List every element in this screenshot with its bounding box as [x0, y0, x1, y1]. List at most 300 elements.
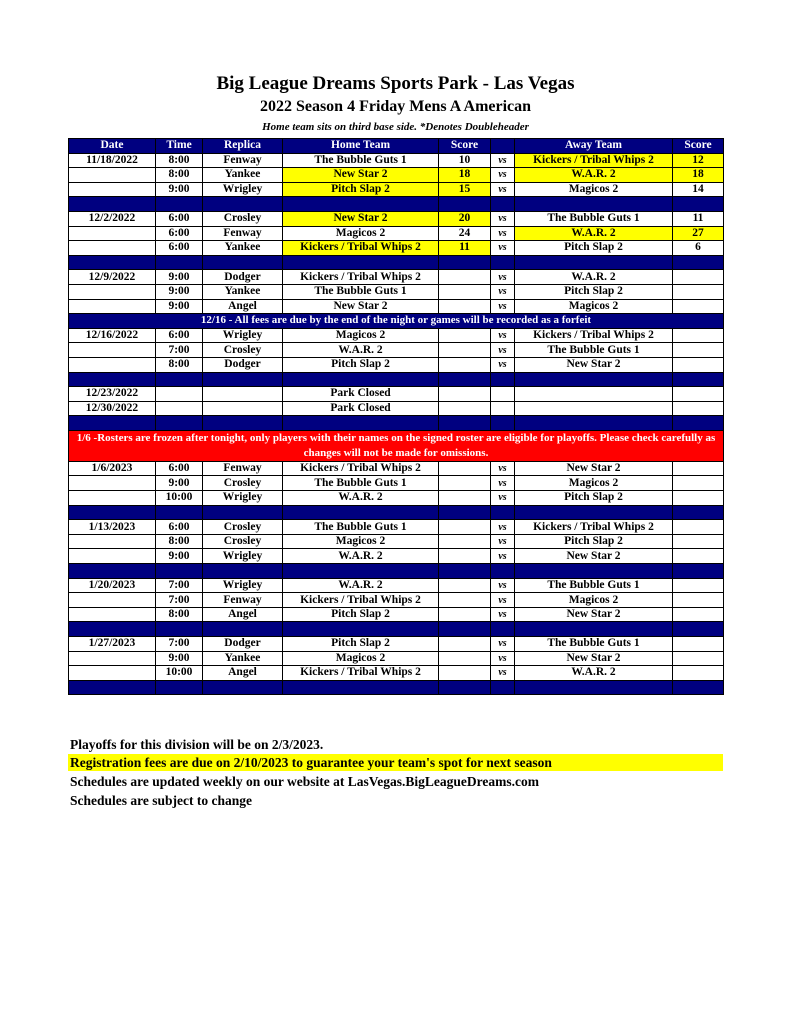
away-score: [673, 637, 724, 652]
game-date: [69, 651, 156, 666]
announcement-row: [69, 314, 724, 329]
separator-cell: [69, 505, 156, 520]
game-date: [69, 357, 156, 372]
home-score: [439, 461, 491, 476]
game-date: 1/13/2023: [69, 520, 156, 535]
away-score: [673, 491, 724, 506]
vs-label: [491, 401, 515, 416]
game-date: [69, 534, 156, 549]
park-closed-label: Park Closed: [283, 387, 439, 402]
separator-cell: [439, 416, 491, 431]
home-team: Kickers / Tribal Whips 2: [283, 270, 439, 285]
game-date: 12/2/2022: [69, 211, 156, 226]
game-time: [156, 387, 203, 402]
game-field: Fenway: [203, 226, 283, 241]
game-field: Angel: [203, 666, 283, 681]
home-team: Pitch Slap 2: [283, 357, 439, 372]
game-time: 9:00: [156, 270, 203, 285]
separator-cell: [515, 372, 673, 387]
game-time: 7:00: [156, 637, 203, 652]
home-team: The Bubble Guts 1: [283, 520, 439, 535]
away-team: Pitch Slap 2: [515, 284, 673, 299]
separator-cell: [491, 197, 515, 212]
away-score: 6: [673, 241, 724, 256]
game-field: Fenway: [203, 461, 283, 476]
game-time: 9:00: [156, 476, 203, 491]
separator-cell: [491, 564, 515, 579]
away-team: The Bubble Guts 1: [515, 637, 673, 652]
game-time: 8:00: [156, 534, 203, 549]
game-time: 10:00: [156, 666, 203, 681]
separator-cell: [673, 197, 724, 212]
away-team: Kickers / Tribal Whips 2: [515, 520, 673, 535]
game-date: [69, 284, 156, 299]
separator-cell: [203, 680, 283, 695]
game-field: [203, 401, 283, 416]
separator-cell: [439, 680, 491, 695]
game-field: Angel: [203, 607, 283, 622]
separator-cell: [673, 416, 724, 431]
week-separator-row: [69, 564, 724, 579]
week-separator-row: [69, 505, 724, 520]
home-score: [439, 651, 491, 666]
game-field: Crosley: [203, 343, 283, 358]
home-score: [439, 343, 491, 358]
game-date: [69, 226, 156, 241]
vs-label: vs: [491, 534, 515, 549]
game-row: [69, 461, 724, 476]
game-row: [69, 168, 724, 183]
game-time: 8:00: [156, 607, 203, 622]
home-team: W.A.R. 2: [283, 549, 439, 564]
game-time: 9:00: [156, 182, 203, 197]
home-score: [439, 593, 491, 608]
vs-label: vs: [491, 153, 515, 168]
game-date: [69, 549, 156, 564]
game-time: [156, 401, 203, 416]
home-team: New Star 2: [283, 168, 439, 183]
separator-cell: [283, 416, 439, 431]
game-field: Wrigley: [203, 182, 283, 197]
game-time: 10:00: [156, 491, 203, 506]
column-header-away-team: Away Team: [515, 139, 673, 154]
game-time: 9:00: [156, 284, 203, 299]
away-team: Magicos 2: [515, 182, 673, 197]
home-score: [439, 387, 491, 402]
separator-cell: [491, 680, 515, 695]
away-team: [515, 401, 673, 416]
game-row: [69, 607, 724, 622]
separator-cell: [283, 505, 439, 520]
away-score: [673, 461, 724, 476]
separator-cell: [203, 416, 283, 431]
separator-cell: [156, 622, 203, 637]
separator-cell: [69, 680, 156, 695]
away-team: Magicos 2: [515, 476, 673, 491]
column-header-replica: Replica: [203, 139, 283, 154]
game-date: [69, 241, 156, 256]
vs-label: vs: [491, 211, 515, 226]
game-row: [69, 241, 724, 256]
column-header-vs: [491, 139, 515, 154]
game-field: Yankee: [203, 241, 283, 256]
away-team: New Star 2: [515, 461, 673, 476]
vs-label: vs: [491, 651, 515, 666]
separator-cell: [673, 564, 724, 579]
game-field: Yankee: [203, 284, 283, 299]
vs-label: vs: [491, 461, 515, 476]
home-score: [439, 549, 491, 564]
away-team: New Star 2: [515, 651, 673, 666]
game-date: 12/16/2022: [69, 328, 156, 343]
away-score: [673, 651, 724, 666]
game-row: [69, 328, 724, 343]
game-date: [69, 343, 156, 358]
away-team: Pitch Slap 2: [515, 534, 673, 549]
home-team: W.A.R. 2: [283, 491, 439, 506]
away-score: [673, 284, 724, 299]
away-score: [673, 593, 724, 608]
away-score: [673, 534, 724, 549]
separator-cell: [69, 255, 156, 270]
game-time: 8:00: [156, 168, 203, 183]
home-score: [439, 284, 491, 299]
home-score: 24: [439, 226, 491, 241]
separator-cell: [156, 255, 203, 270]
game-time: 7:00: [156, 578, 203, 593]
separator-cell: [156, 564, 203, 579]
roster-freeze-alert-text: 1/6 -Rosters are frozen after tonight, only players with their names on the signed roster are eligible for playoffs. Please check carefully as changes will not be made for omissions.: [69, 430, 724, 461]
game-row: [69, 284, 724, 299]
subject-to-change-note: Schedules are subject to change: [70, 793, 252, 808]
game-field: Angel: [203, 299, 283, 314]
separator-cell: [439, 372, 491, 387]
game-row: [69, 299, 724, 314]
game-field: Crosley: [203, 476, 283, 491]
home-score: [439, 357, 491, 372]
separator-cell: [491, 416, 515, 431]
away-team: The Bubble Guts 1: [515, 211, 673, 226]
park-closed-row: [69, 401, 724, 416]
away-score: [673, 357, 724, 372]
separator-cell: [439, 564, 491, 579]
game-date: [69, 491, 156, 506]
away-team: Pitch Slap 2: [515, 491, 673, 506]
away-team: Magicos 2: [515, 593, 673, 608]
game-date: [69, 168, 156, 183]
home-score: [439, 578, 491, 593]
separator-cell: [673, 255, 724, 270]
game-row: [69, 666, 724, 681]
game-date: [69, 666, 156, 681]
week-separator-row: [69, 622, 724, 637]
game-date: [69, 182, 156, 197]
game-row: [69, 593, 724, 608]
home-score: [439, 299, 491, 314]
separator-cell: [491, 505, 515, 520]
game-field: Crosley: [203, 211, 283, 226]
home-team: Kickers / Tribal Whips 2: [283, 593, 439, 608]
separator-cell: [491, 255, 515, 270]
schedule-table: [68, 138, 724, 695]
home-score: 10: [439, 153, 491, 168]
game-field: Wrigley: [203, 578, 283, 593]
separator-cell: [673, 680, 724, 695]
away-score: [673, 520, 724, 535]
separator-cell: [283, 197, 439, 212]
game-field: Wrigley: [203, 491, 283, 506]
away-score: [673, 666, 724, 681]
column-header-away-score: Score: [673, 139, 724, 154]
separator-cell: [491, 372, 515, 387]
home-team: The Bubble Guts 1: [283, 284, 439, 299]
away-score: [673, 387, 724, 402]
game-time: 9:00: [156, 651, 203, 666]
separator-cell: [491, 622, 515, 637]
home-score: [439, 491, 491, 506]
away-team: W.A.R. 2: [515, 270, 673, 285]
separator-cell: [673, 372, 724, 387]
game-field: Dodger: [203, 270, 283, 285]
away-team: Kickers / Tribal Whips 2: [515, 153, 673, 168]
game-date: [69, 593, 156, 608]
separator-cell: [203, 564, 283, 579]
vs-label: vs: [491, 520, 515, 535]
website-note: Schedules are updated weekly on our website at LasVegas.BigLeagueDreams.com: [70, 774, 540, 789]
home-score: [439, 476, 491, 491]
home-team: Pitch Slap 2: [283, 607, 439, 622]
separator-cell: [156, 416, 203, 431]
column-header-time: Time: [156, 139, 203, 154]
game-date: [69, 299, 156, 314]
page-title: Big League Dreams Sports Park - Las Vegas: [216, 73, 575, 94]
away-score: 18: [673, 168, 724, 183]
home-team: Magicos 2: [283, 534, 439, 549]
game-field: Fenway: [203, 593, 283, 608]
home-team: W.A.R. 2: [283, 578, 439, 593]
game-date: 12/9/2022: [69, 270, 156, 285]
home-team: Magicos 2: [283, 226, 439, 241]
announcement-text: 12/16 - All fees are due by the end of the night or games will be recorded as a forfeit: [69, 314, 724, 329]
away-team: New Star 2: [515, 549, 673, 564]
game-field: Crosley: [203, 520, 283, 535]
vs-label: vs: [491, 328, 515, 343]
game-time: 8:00: [156, 357, 203, 372]
game-time: 7:00: [156, 593, 203, 608]
game-time: 9:00: [156, 549, 203, 564]
separator-cell: [69, 197, 156, 212]
schedule-body: [69, 153, 724, 695]
home-team: New Star 2: [283, 299, 439, 314]
home-team: The Bubble Guts 1: [283, 476, 439, 491]
vs-label: vs: [491, 593, 515, 608]
game-row: [69, 357, 724, 372]
game-field: Wrigley: [203, 328, 283, 343]
week-separator-row: [69, 680, 724, 695]
game-field: Wrigley: [203, 549, 283, 564]
home-team: Kickers / Tribal Whips 2: [283, 461, 439, 476]
home-team: Kickers / Tribal Whips 2: [283, 666, 439, 681]
column-header-date: Date: [69, 139, 156, 154]
vs-label: vs: [491, 226, 515, 241]
game-date: 12/23/2022: [69, 387, 156, 402]
away-score: 12: [673, 153, 724, 168]
away-team: W.A.R. 2: [515, 168, 673, 183]
home-score: 15: [439, 182, 491, 197]
vs-label: vs: [491, 549, 515, 564]
separator-cell: [156, 680, 203, 695]
separator-cell: [283, 564, 439, 579]
game-row: [69, 637, 724, 652]
away-team: W.A.R. 2: [515, 226, 673, 241]
away-score: [673, 578, 724, 593]
separator-cell: [283, 255, 439, 270]
vs-label: vs: [491, 491, 515, 506]
home-score: [439, 607, 491, 622]
separator-cell: [69, 622, 156, 637]
game-field: Dodger: [203, 357, 283, 372]
game-field: Fenway: [203, 153, 283, 168]
away-team: New Star 2: [515, 357, 673, 372]
game-row: [69, 182, 724, 197]
vs-label: vs: [491, 343, 515, 358]
game-field: Yankee: [203, 651, 283, 666]
separator-cell: [156, 372, 203, 387]
game-row: [69, 549, 724, 564]
home-score: [439, 270, 491, 285]
separator-cell: [69, 564, 156, 579]
separator-cell: [673, 622, 724, 637]
separator-cell: [69, 372, 156, 387]
vs-label: vs: [491, 637, 515, 652]
separator-cell: [515, 197, 673, 212]
away-score: 27: [673, 226, 724, 241]
game-time: 9:00: [156, 299, 203, 314]
game-date: 1/27/2023: [69, 637, 156, 652]
game-row: [69, 651, 724, 666]
separator-cell: [439, 505, 491, 520]
home-score: [439, 328, 491, 343]
separator-cell: [439, 622, 491, 637]
game-time: 7:00: [156, 343, 203, 358]
away-score: [673, 270, 724, 285]
vs-label: vs: [491, 270, 515, 285]
home-team: New Star 2: [283, 211, 439, 226]
vs-label: vs: [491, 299, 515, 314]
home-team: Pitch Slap 2: [283, 182, 439, 197]
vs-label: vs: [491, 578, 515, 593]
vs-label: vs: [491, 182, 515, 197]
page-subtitle: 2022 Season 4 Friday Mens A American: [259, 98, 532, 115]
separator-cell: [203, 622, 283, 637]
home-team: The Bubble Guts 1: [283, 153, 439, 168]
separator-cell: [203, 372, 283, 387]
game-row: [69, 211, 724, 226]
away-score: [673, 299, 724, 314]
away-team: New Star 2: [515, 607, 673, 622]
separator-cell: [156, 505, 203, 520]
column-header-home-score: Score: [439, 139, 491, 154]
away-team: Kickers / Tribal Whips 2: [515, 328, 673, 343]
home-team: Pitch Slap 2: [283, 637, 439, 652]
game-date: 1/6/2023: [69, 461, 156, 476]
separator-cell: [203, 505, 283, 520]
game-row: [69, 343, 724, 358]
roster-freeze-alert-row: [69, 430, 724, 461]
schedule-header-row: [69, 139, 724, 154]
home-score: [439, 534, 491, 549]
game-row: [69, 270, 724, 285]
week-separator-row: [69, 416, 724, 431]
separator-cell: [156, 197, 203, 212]
away-score: [673, 549, 724, 564]
game-field: Crosley: [203, 534, 283, 549]
game-time: 6:00: [156, 211, 203, 226]
separator-cell: [673, 505, 724, 520]
park-closed-row: [69, 387, 724, 402]
away-team: W.A.R. 2: [515, 666, 673, 681]
game-time: 6:00: [156, 461, 203, 476]
separator-cell: [283, 680, 439, 695]
game-time: 6:00: [156, 241, 203, 256]
registration-note: Registration fees are due on 2/10/2023 to guarantee your team's spot for next season: [68, 754, 723, 771]
game-field: [203, 387, 283, 402]
home-score: [439, 520, 491, 535]
separator-cell: [283, 622, 439, 637]
game-time: 6:00: [156, 226, 203, 241]
game-row: [69, 520, 724, 535]
away-score: [673, 343, 724, 358]
vs-label: [491, 387, 515, 402]
home-score: [439, 666, 491, 681]
game-field: Yankee: [203, 168, 283, 183]
vs-label: vs: [491, 666, 515, 681]
game-row: [69, 534, 724, 549]
week-separator-row: [69, 255, 724, 270]
home-team: W.A.R. 2: [283, 343, 439, 358]
away-score: [673, 328, 724, 343]
vs-label: vs: [491, 476, 515, 491]
vs-label: vs: [491, 168, 515, 183]
vs-label: vs: [491, 357, 515, 372]
separator-cell: [515, 505, 673, 520]
game-date: [69, 476, 156, 491]
home-score: 18: [439, 168, 491, 183]
week-separator-row: [69, 372, 724, 387]
week-separator-row: [69, 197, 724, 212]
separator-cell: [439, 255, 491, 270]
separator-cell: [515, 564, 673, 579]
game-row: [69, 226, 724, 241]
home-score: [439, 401, 491, 416]
home-team: Magicos 2: [283, 651, 439, 666]
vs-label: vs: [491, 241, 515, 256]
home-team: Magicos 2: [283, 328, 439, 343]
away-score: [673, 476, 724, 491]
separator-cell: [515, 416, 673, 431]
game-row: [69, 491, 724, 506]
home-team-note: Home team sits on third base side. *Denotes Doubleheader: [262, 121, 529, 133]
game-time: 6:00: [156, 328, 203, 343]
separator-cell: [203, 255, 283, 270]
separator-cell: [69, 416, 156, 431]
game-field: Dodger: [203, 637, 283, 652]
separator-cell: [203, 197, 283, 212]
home-score: 11: [439, 241, 491, 256]
game-row: [69, 476, 724, 491]
separator-cell: [439, 197, 491, 212]
park-closed-label: Park Closed: [283, 401, 439, 416]
